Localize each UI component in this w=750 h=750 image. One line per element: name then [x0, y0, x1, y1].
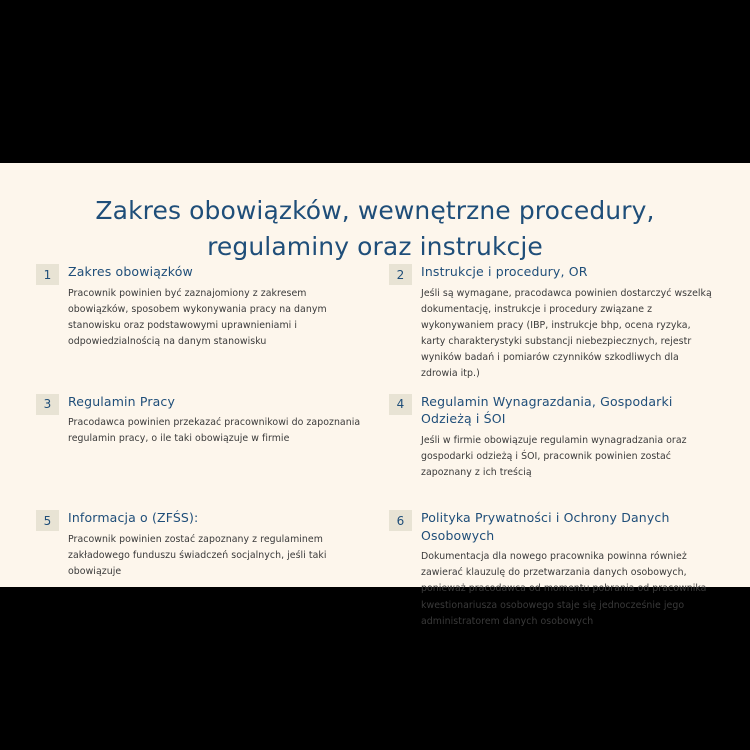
list-item: [375, 263, 728, 383]
item-body: [68, 263, 361, 350]
list-item: [375, 393, 728, 482]
list-item: [22, 509, 375, 630]
item-number-badge: 5: [36, 510, 59, 531]
list-item: [22, 263, 375, 383]
item-heading: Zakres obowiązków: [68, 264, 193, 279]
page-title: Zakres obowiązków, wewnętrzne procedury, regulaminy oraz instrukcje: [95, 196, 655, 261]
item-body: [68, 393, 361, 448]
items-grid: [0, 263, 750, 630]
item-description: Pracownik powinien zostać zapoznany z regulaminem zakładowego funduszu świadczeń socjalnych, jeśli taki obowiązuje: [68, 533, 327, 577]
item-number-badge: 2: [389, 264, 412, 285]
item-heading: Instrukcje i procedury, OR: [421, 264, 588, 279]
item-heading: Informacja o (ZFŚS):: [68, 510, 199, 526]
item-number-badge: 3: [36, 394, 59, 415]
item-heading: Regulamin Wynagrazdania, Gospodarki Odzieżą i ŚOI: [421, 393, 673, 427]
item-body: [421, 263, 714, 383]
item-body: [68, 509, 361, 580]
list-item: [375, 509, 728, 630]
item-number-badge: 1: [36, 264, 59, 285]
slide-canvas: [0, 163, 750, 627]
item-number-badge: 4: [389, 394, 412, 415]
item-description: Pracodawca powinien przekazać pracownikowi do zapoznania regulamin pracy, o ile taki obowiązuje w firmie: [68, 417, 361, 445]
item-description: Jeśli w firmie obowiązuje regulamin wynagradzania oraz gospodarki odzieżą i ŚOI, pracownik powinien zostać zapoznany z ich treścią: [421, 434, 687, 478]
list-item: [22, 393, 375, 482]
item-description: Dokumentacja dla nowego pracownika powinna również zawierać klauzulę do przetwarzania danych osobowych, ponieważ pracodawca od momentu pobrania od pracownika kwestionariusza osobowego staje się jednocześnie jego administratorem danych osobowych: [421, 551, 707, 627]
item-description: Jeśli są wymagane, pracodawca powinien dostarczyć wszelką dokumentację, instrukcje i procedury związane z wykonywaniem pracy (IBP, instrukcje bhp, ocena ryzyka, karty charakterystyki substancji niebezpiecznych, rejestr wyników badań i pomiarów czynników szkodliwych dla zdrowia itp.): [421, 287, 712, 380]
item-body: [421, 509, 714, 630]
item-description: Pracownik powinien być zaznajomiony z zakresem obowiązków, sposobem wykonywania pracy na danym stanowisku oraz podstawowymi uprawnieniami i odpowiedzialnością na danym stanowisku: [68, 287, 327, 348]
item-number-badge: 6: [389, 510, 412, 531]
item-heading: Regulamin Pracy: [68, 393, 175, 409]
item-body: [421, 393, 714, 482]
item-heading: Polityka Prywatności i Ochrony Danych Osobowych: [421, 510, 670, 543]
